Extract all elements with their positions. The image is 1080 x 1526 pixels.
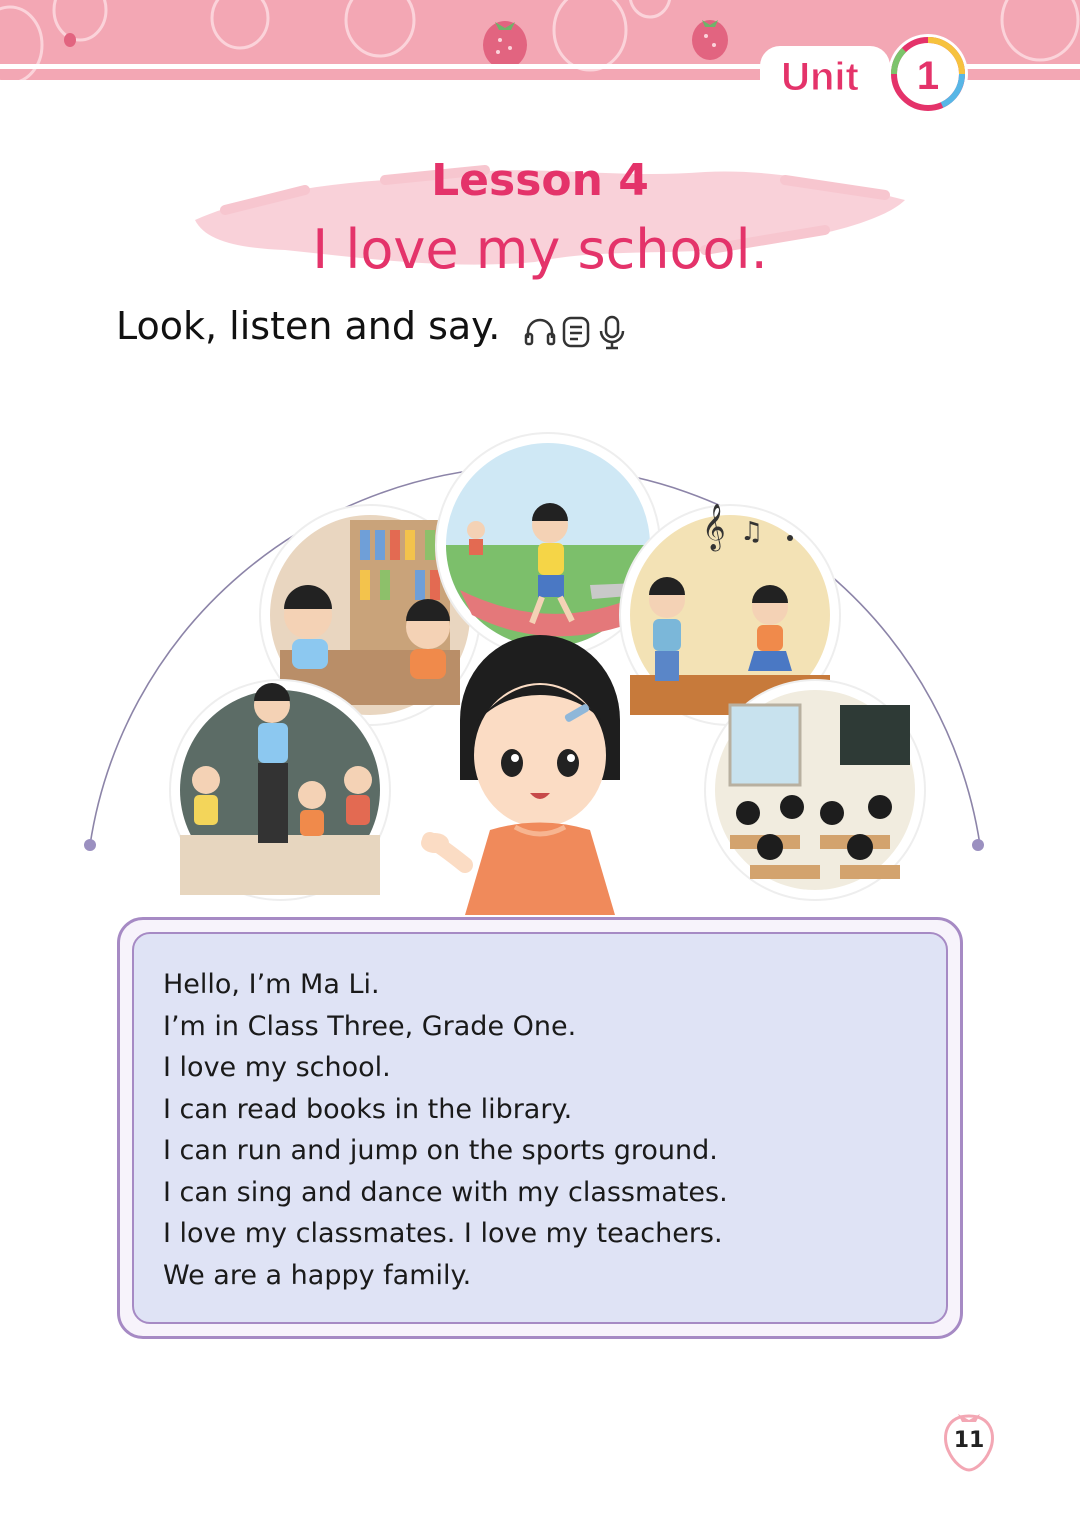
reading-line: I love my classmates. I love my teachers. — [163, 1218, 723, 1249]
headphones-icon — [526, 320, 554, 344]
reading-line: We are a happy family. — [163, 1259, 472, 1291]
reading-passage — [163, 964, 728, 1296]
svg-text:♫: ♫ — [740, 517, 764, 547]
classroom-scene — [705, 680, 925, 900]
reading-line: I love my school. — [163, 1052, 391, 1083]
school-illustration — [80, 395, 1000, 935]
read-notes-icon — [564, 318, 588, 346]
activity-icons — [522, 312, 632, 352]
reading-line: Hello, I’m Ma Li. — [163, 969, 380, 1000]
reading-line: I can run and jump on the sports ground. — [163, 1135, 718, 1166]
reading-line: I’m in Class Three, Grade One. — [163, 1010, 577, 1042]
svg-text:𝄞: 𝄞 — [702, 504, 726, 550]
reading-line: I can read books in the library. — [163, 1093, 573, 1125]
microphone-icon — [601, 317, 623, 348]
page-number: 11 — [953, 1428, 985, 1453]
teacher-class-scene — [170, 680, 390, 900]
lesson-number: Lesson 4 — [431, 155, 649, 206]
unit-badge — [760, 32, 975, 117]
unit-number: 1 — [916, 54, 940, 98]
reading-line: I can sing and dance with my classmates. — [163, 1176, 728, 1208]
instruction-text: Look, listen and say. — [116, 304, 501, 348]
lesson-title: I love my school. — [312, 218, 768, 281]
unit-label: Unit — [781, 55, 859, 99]
